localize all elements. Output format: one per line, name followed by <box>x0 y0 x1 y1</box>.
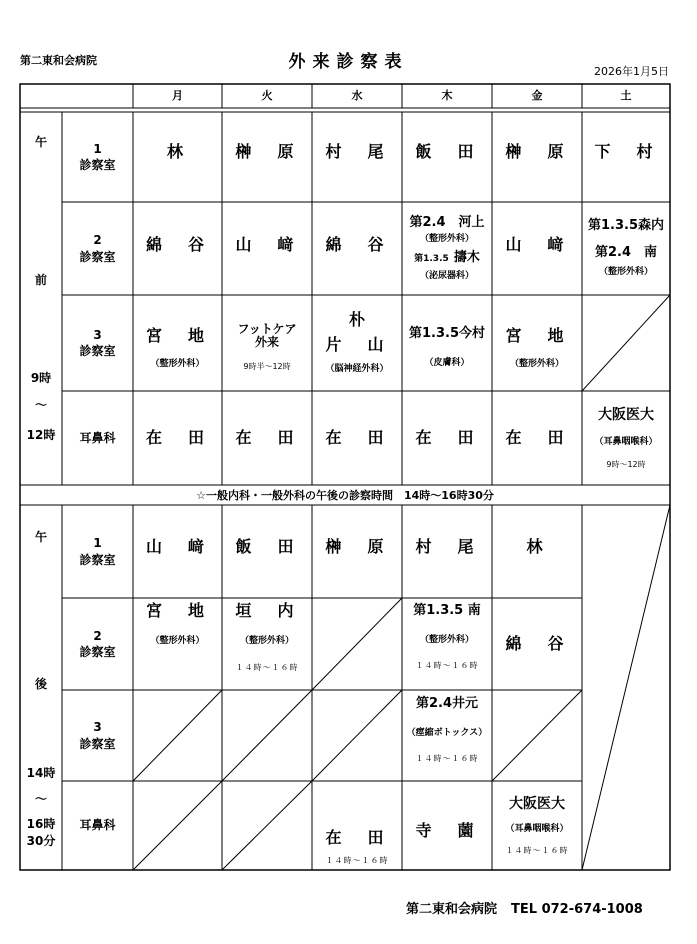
am-r3-mon: 宮 地 （整形外科） <box>145 325 209 370</box>
date-label: 2026年1月5日 <box>594 65 669 78</box>
pm-r1-wed: 榊 原 <box>325 536 389 556</box>
am-r4-wed: 在 田 <box>325 427 389 447</box>
am-r3-wed: 朴 片 山 （脳神経外科） <box>325 310 389 375</box>
am-label-top: 午 <box>34 135 47 149</box>
pm-time-sep: 〜 <box>34 792 47 806</box>
am-r2-sat: 第1.3.5森内 第2.4 南 （整形外科） <box>587 218 664 278</box>
pm-r3-thu: 第2.4井元 （痙縮ボトックス） １４時〜１６時 <box>406 696 488 764</box>
pm-r2-mon: 宮 地 （整形外科） <box>145 601 209 647</box>
pm-r2-thu: 第1.3.5 南 （整形外科） １４時〜１６時 <box>413 603 481 671</box>
am-time-sep: 〜 <box>34 398 47 412</box>
am-r4-tue: 在 田 <box>235 427 299 447</box>
footer-tel: TEL 072-674-1008 <box>511 902 643 917</box>
pm-r1-fri: 林 <box>526 536 548 556</box>
pm-ent-label: 耳鼻科 <box>79 818 116 833</box>
am-r2-fri: 山 﨑 <box>505 234 569 254</box>
pm-r2-fri: 綿 谷 <box>505 633 569 653</box>
footer-hospital: 第二東和会病院 <box>406 902 498 917</box>
am-r3-fri: 宮 地 （整形外科） <box>505 325 569 370</box>
footer <box>406 898 643 917</box>
pm-r2-tue: 垣 内 （整形外科） １４時〜１６時 <box>235 601 299 672</box>
day-header-sat: 土 <box>620 88 632 102</box>
pm-label-mid: 後 <box>34 677 47 691</box>
pm-notice: ☆一般内科・一般外科の午後の診察時間 14時〜16時30分 <box>196 489 494 502</box>
day-header-tue: 火 <box>261 88 273 102</box>
am-room-3-label: 3 診察室 <box>79 327 116 358</box>
am-r2-thu: 第2.4 河上 （整形外科） 第1.3.5 擣木 （泌尿器科） <box>409 214 485 281</box>
am-r2-tue: 山 﨑 <box>235 234 299 254</box>
am-ent-label: 耳鼻科 <box>79 430 116 445</box>
am-r4-mon: 在 田 <box>145 427 209 447</box>
am-r2-wed: 綿 谷 <box>325 234 389 254</box>
am-r1-fri: 榊 原 <box>505 141 569 161</box>
pm-r1-tue: 飯 田 <box>235 536 299 556</box>
pm-r4-wed: 在 田 １４時〜１６時 <box>325 828 389 865</box>
am-room-1-label: 1 診察室 <box>79 141 116 172</box>
day-header-thu: 木 <box>441 88 453 102</box>
pm-label-top: 午 <box>34 530 47 544</box>
day-header-fri: 金 <box>531 88 543 102</box>
hospital-name: 第二東和会病院 <box>20 54 97 67</box>
am-r1-thu: 飯 田 <box>415 141 479 161</box>
am-r4-fri: 在 田 <box>505 427 569 447</box>
pm-r4-fri: 大阪医大 （耳鼻咽喉科） １４時〜１６時 <box>505 795 569 856</box>
pm-r1-thu: 村 尾 <box>415 536 479 556</box>
pm-room-2-label: 2 診察室 <box>79 628 116 659</box>
pm-time-end: 16時 <box>26 817 56 831</box>
day-header-mon: 月 <box>172 88 183 102</box>
pm-r4-thu: 寺 薗 <box>415 821 479 841</box>
am-r2-mon: 綿 谷 <box>145 234 209 254</box>
pm-room-1-label: 1 診察室 <box>79 536 116 567</box>
am-label-mid: 前 <box>34 273 47 287</box>
am-r4-sat: 大阪医大 （耳鼻咽喉科） 9時〜12時 <box>594 407 658 469</box>
pm-time-min: 30分 <box>26 834 56 848</box>
am-r1-mon: 林 <box>166 141 188 161</box>
day-header-wed: 水 <box>351 88 363 102</box>
pm-room-3-label: 3 診察室 <box>79 720 116 751</box>
am-time-start: 9時 <box>30 371 52 385</box>
am-r3-thu: 第1.3.5今村 （皮膚科） <box>408 326 485 369</box>
am-r4-thu: 在 田 <box>415 427 479 447</box>
am-r1-tue: 榊 原 <box>235 141 299 161</box>
am-room-2-label: 2 診察室 <box>79 233 116 264</box>
am-r1-wed: 村 尾 <box>325 141 389 161</box>
page-title: 外来診察表 <box>288 52 409 72</box>
am-r3-tue: フットケア 外来 9時半〜12時 <box>237 321 297 372</box>
pm-r1-mon: 山 﨑 <box>145 536 209 556</box>
pm-time-start: 14時 <box>26 766 56 780</box>
am-time-end: 12時 <box>26 428 56 442</box>
am-r1-sat: 下 村 <box>594 141 658 161</box>
